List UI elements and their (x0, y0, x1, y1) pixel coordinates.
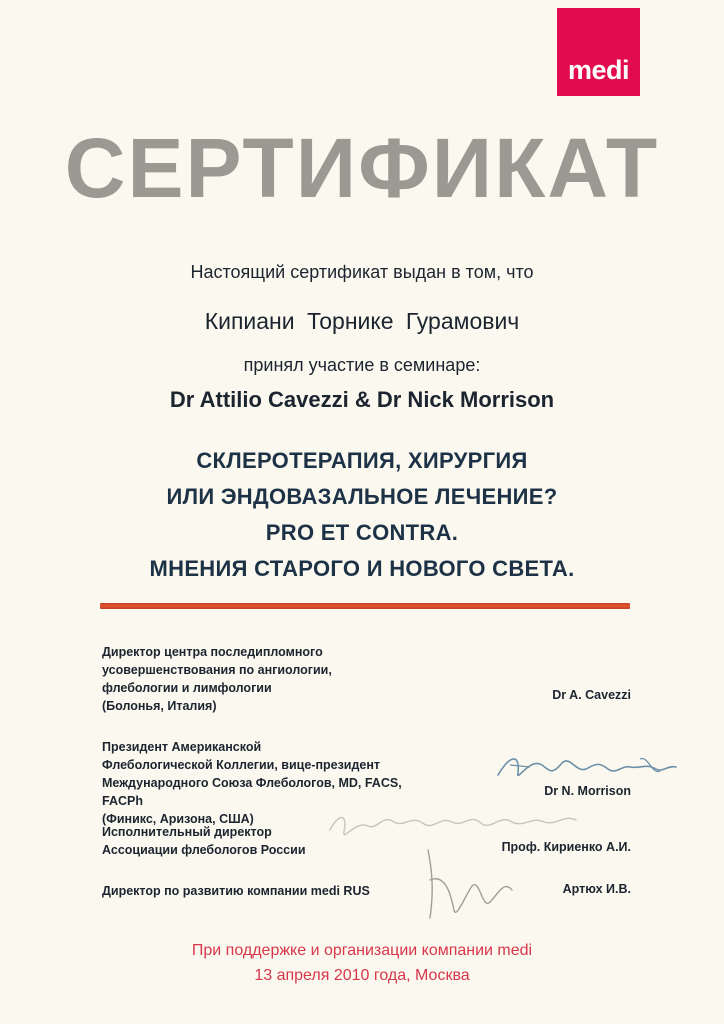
signatory-name: Dr N. Morrison (544, 784, 631, 798)
signatory-position (102, 738, 402, 828)
topic-line: МНЕНИЯ СТАРОГО И НОВОГО СВЕТА. (149, 556, 575, 581)
participation-text: принял участие в семинаре: (243, 355, 481, 375)
seminar-topic (0, 443, 724, 587)
signatory-position (102, 823, 402, 859)
seminar-speakers: Dr Attilio Cavezzi & Dr Nick Morrison (169, 387, 555, 412)
signatory-position (102, 882, 402, 900)
position-line: (Болонья, Италия) (102, 699, 217, 713)
signatory-position (102, 643, 402, 715)
position-line: Директор по развитию компании medi RUS (102, 884, 370, 898)
position-line: (Финикс, Аризона, США) (102, 812, 254, 826)
position-line: Международного Союза Флебологов, MD, FACS, FACPh (102, 776, 402, 808)
topic-line: PRO ET CONTRA. (265, 520, 459, 545)
position-line: Ассоциации флебологов России (102, 843, 306, 857)
recipient-name: Кипиани Торнике Гурамович (204, 308, 520, 334)
position-line: усовершенствования по ангиологии, (102, 663, 332, 677)
signatory-name: Артюх И.В. (562, 882, 631, 896)
logo-text: medi (567, 55, 630, 85)
certificate-title: СЕРТИФИКАТ (64, 121, 660, 215)
medi-logo (557, 8, 640, 96)
footer-support: При поддержке и организации компании medi (191, 942, 533, 959)
position-line: Директор центра последипломного (102, 645, 323, 659)
position-line: Президент Американской (102, 740, 262, 754)
position-line: Исполнительный директор (102, 825, 272, 839)
signatory-name: Dr A. Cavezzi (552, 688, 631, 702)
position-line: Флебологической Коллегии, вице-президент (102, 758, 381, 772)
topic-line: СКЛЕРОТЕРАПИЯ, ХИРУРГИЯ (196, 448, 528, 473)
topic-line: ИЛИ ЭНДОВАЗАЛЬНОЕ ЛЕЧЕНИЕ? (166, 484, 558, 509)
position-line: флебологии и лимфологии (102, 681, 272, 695)
footer-date-place: 13 апреля 2010 года, Москва (254, 967, 470, 984)
signatory-name: Проф. Кириенко А.И. (501, 840, 631, 854)
red-divider (100, 603, 630, 609)
intro-text: Настоящий сертификат выдан в том, что (190, 262, 534, 282)
